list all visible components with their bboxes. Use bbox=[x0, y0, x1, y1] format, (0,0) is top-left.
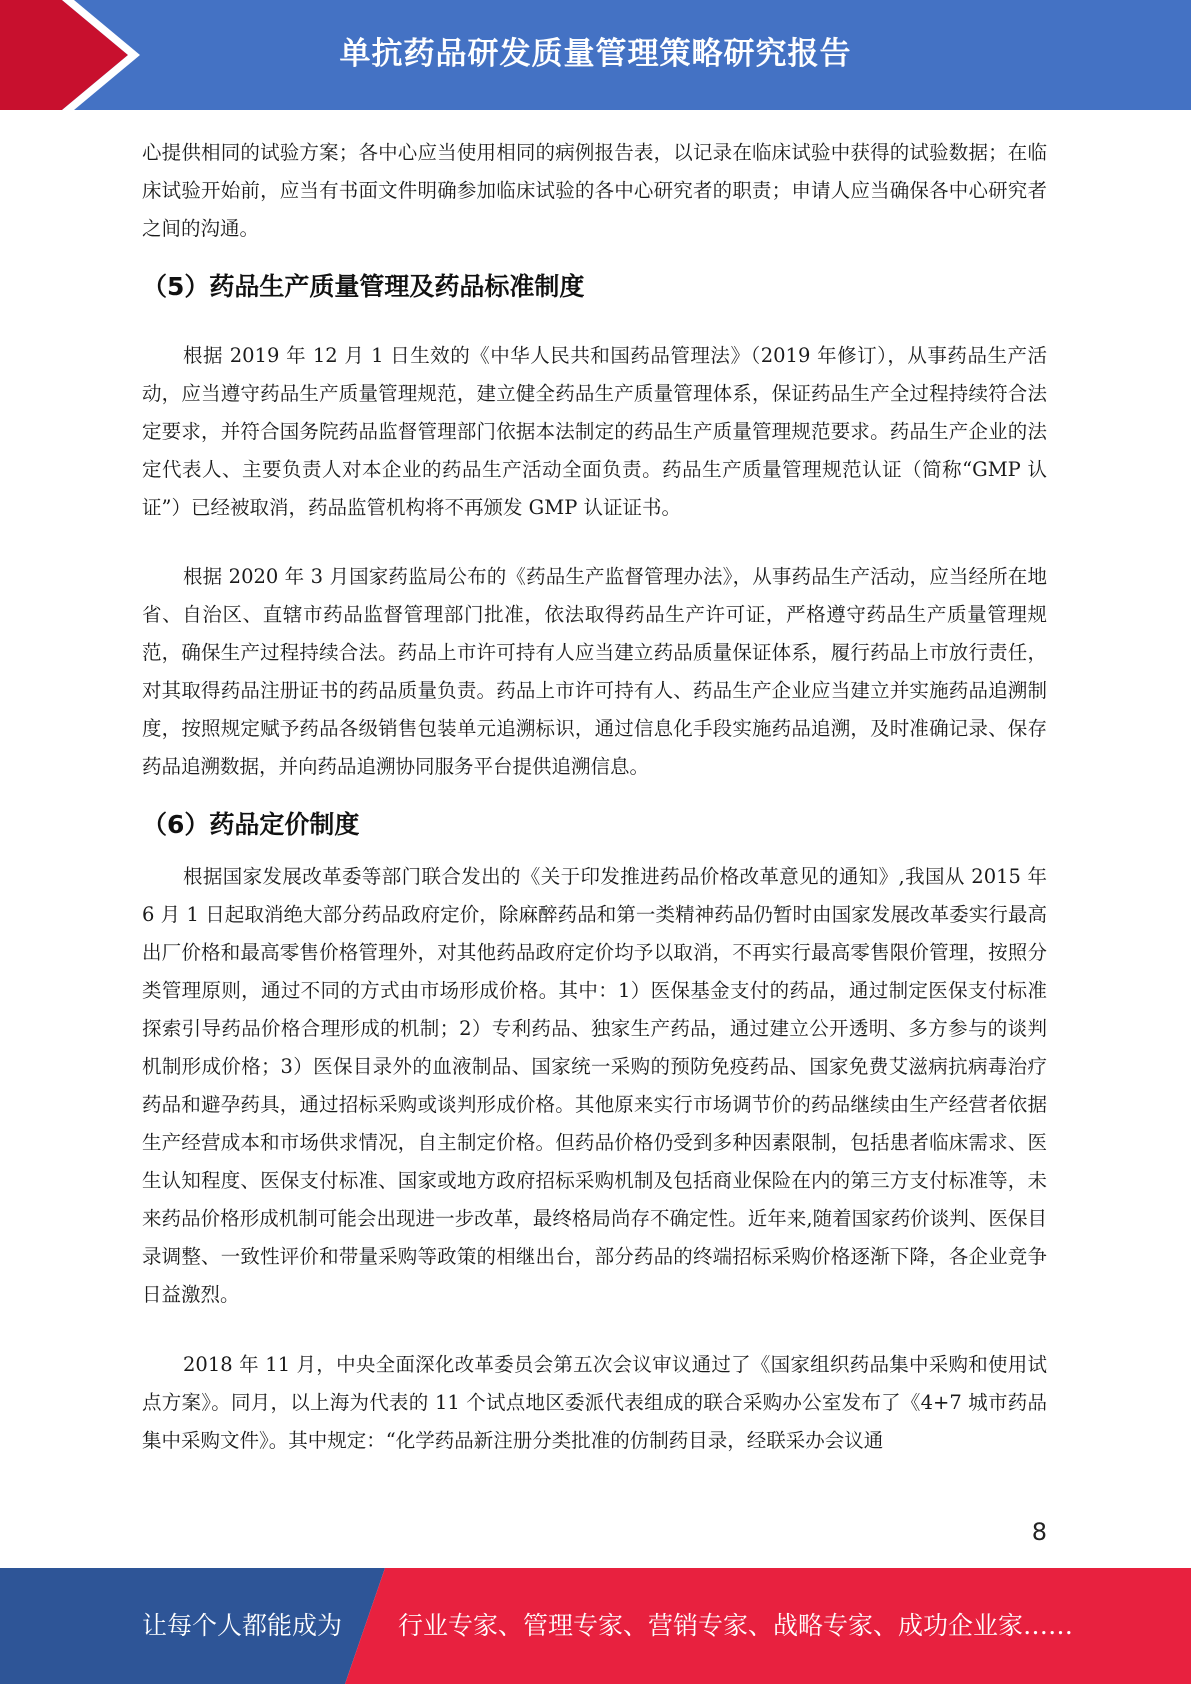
section-heading-5: （5）药品生产质量管理及药品标准制度 bbox=[142, 272, 585, 301]
paragraph-pricing-reform: 根据国家发展改革委等部门联合发出的《关于印发推进药品价格改革意见的通知》,我国从 2015 年 6 月 1 日起取消绝大部分药品政府定价，除麻醉药品和第一类精神药品仍暂时由国家发展改革委实行最高出厂价格和最高零售价格管理外，对其他药品政府定价均予以取消，不再实行最高零售限价管理，按照分类管理原则，通过不同的方式由市场形成价格。其中：1）医保基金支付的药品，通过制定医保支付标准探索引导药品价格合理形成的机制；2）专利药品、独家生产药品，通过建立公开透明、多方参与的谈判机制形成价格；3）医保目录外的血液制品、国家统一采购的预防免疫药品、国家免费艾滋病抗病毒治疗药品和避孕药具，通过招标采购或谈判形成价格。其他原来实行市场调节价的药品继续由生产经营者依据生产经营成本和市场供求情况，自主制定价格。但药品价格仍受到多种因素限制，包括患者临床需求、医生认知程度、医保支付标准、国家或地方政府招标采购机制及包括商业保险在内的第三方支付标准等，未来药品价格形成机制可能会出现进一步改革，最终格局尚存不确定性。近年来,随着国家药价谈判、医保目录调整、一致性评价和带量采购等政策的相继出台，部分药品的终端招标采购价格逐渐下降，各企业竞争日益激烈。 bbox=[142, 865, 1047, 1306]
page-header bbox=[0, 0, 1191, 110]
page-content bbox=[142, 134, 1047, 1460]
footer-slogan-right: 行业专家、管理专家、营销专家、战略专家、成功企业家…… bbox=[398, 1611, 1074, 1640]
paragraph-drug-admin-law: 根据 2019 年 12 月 1 日生效的《中华人民共和国药品管理法》（2019 年修订），从事药品生产活动，应当遵守药品生产质量管理规范，建立健全药品生产质量管理体系，保证药品生产全过程持续符合法定要求，并符合国务院药品监督管理部门依据本法制定的药品生产质量管理规范要求。药品生产企业的法定代表人、主要负责人对本企业的药品生产活动全面负责。药品生产质量管理规范认证（简称“GMP 认证”）已经被取消，药品监管机构将不再颁发 GMP 认证证书。 bbox=[142, 344, 1047, 519]
footer-slogan-left: 让每个人都能成为 bbox=[142, 1611, 343, 1640]
paragraph-continuation: 心提供相同的试验方案；各中心应当使用相同的病例报告表，以记录在临床试验中获得的试验数据；在临床试验开始前，应当有书面文件明确参加临床试验的各中心研究者的职责；申请人应当确保各中心研究者之间的沟通。 bbox=[142, 141, 1047, 240]
paragraph-production-supervision: 根据 2020 年 3 月国家药监局公布的《药品生产监督管理办法》，从事药品生产活动，应当经所在地省、自治区、直辖市药品监督管理部门批准，依法取得药品生产许可证，严格遵守药品生产质量管理规范，确保生产过程持续合法。药品上市许可持有人应当建立药品质量保证体系，履行药品上市放行责任，对其取得药品注册证书的药品质量负责。药品上市许可持有人、药品生产企业应当建立并实施药品追溯制度，按照规定赋予药品各级销售包装单元追溯标识，通过信息化手段实施药品追溯，及时准确记录、保存药品追溯数据，并向药品追溯协同服务平台提供追溯信息。 bbox=[142, 565, 1047, 778]
page-number: 8 bbox=[1031, 1518, 1047, 1546]
report-title: 单抗药品研发质量管理策略研究报告 bbox=[339, 36, 852, 72]
paragraph-centralized-procurement: 2018 年 11 月，中央全面深化改革委员会第五次会议审议通过了《国家组织药品集中采购和使用试点方案》。同月，以上海为代表的 11 个试点地区委派代表组成的联合采购办公室发布了《4+7 城市药品集中采购文件》。其中规定：“化学药品新注册分类批准的仿制药目录，经联采办会议通 bbox=[142, 1353, 1047, 1452]
section-heading-6: （6）药品定价制度 bbox=[142, 810, 360, 839]
page-footer bbox=[0, 1568, 1191, 1684]
